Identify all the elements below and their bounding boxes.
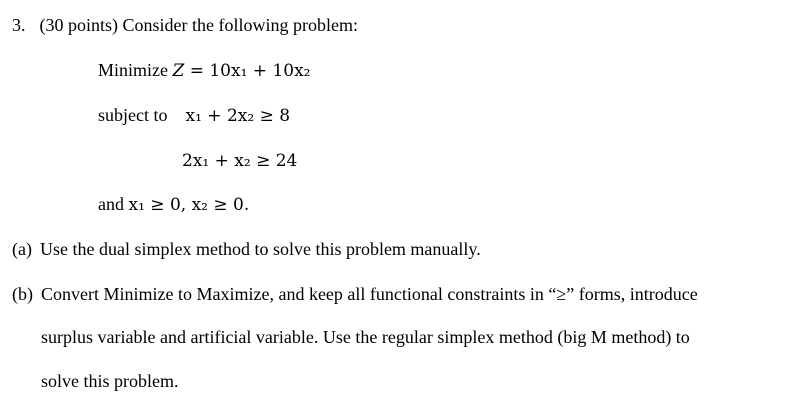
- part-b-label: (b): [12, 284, 33, 304]
- objective-label: Minimize: [98, 60, 168, 80]
- objective-line: [98, 59, 311, 82]
- part-b-text-1: Convert Minimize to Maximize, and keep all functional constraints in “≥” forms, introduce: [41, 284, 698, 304]
- part-a-label: (a): [12, 239, 32, 259]
- constraint-1: x₁ + 2x₂ ≥ 8: [185, 106, 291, 126]
- subject-to-label: subject to: [98, 105, 168, 125]
- problem-header: (30 points) Consider the following problem:: [39, 15, 358, 35]
- part-b-line-2: [41, 326, 690, 348]
- objective-expression: = 10x₁ + 10x₂: [189, 61, 311, 81]
- constraint-2-line: [182, 149, 297, 172]
- problem-number: 3.: [12, 15, 26, 35]
- nonnegativity-line: [98, 193, 249, 216]
- problem-header-line: [12, 14, 358, 36]
- constraint-2: 2x₁ + x₂ ≥ 24: [182, 151, 298, 171]
- objective-function: [173, 61, 311, 81]
- and-label: and: [98, 194, 124, 214]
- objective-variable: Z: [172, 61, 185, 81]
- part-b-line-1: [12, 283, 698, 305]
- nonnegativity-constraints: x₁ ≥ 0, x₂ ≥ 0.: [128, 195, 250, 215]
- part-b-text-3: solve this problem.: [41, 371, 179, 391]
- part-a-text: Use the dual simplex method to solve this problem manually.: [39, 239, 481, 259]
- part-b-text-2: surplus variable and artificial variable. Use the regular simplex method (big M method) to: [41, 327, 690, 347]
- part-b-line-3: [41, 370, 179, 392]
- part-a-line: [12, 238, 481, 260]
- constraint-1-line: [98, 104, 290, 127]
